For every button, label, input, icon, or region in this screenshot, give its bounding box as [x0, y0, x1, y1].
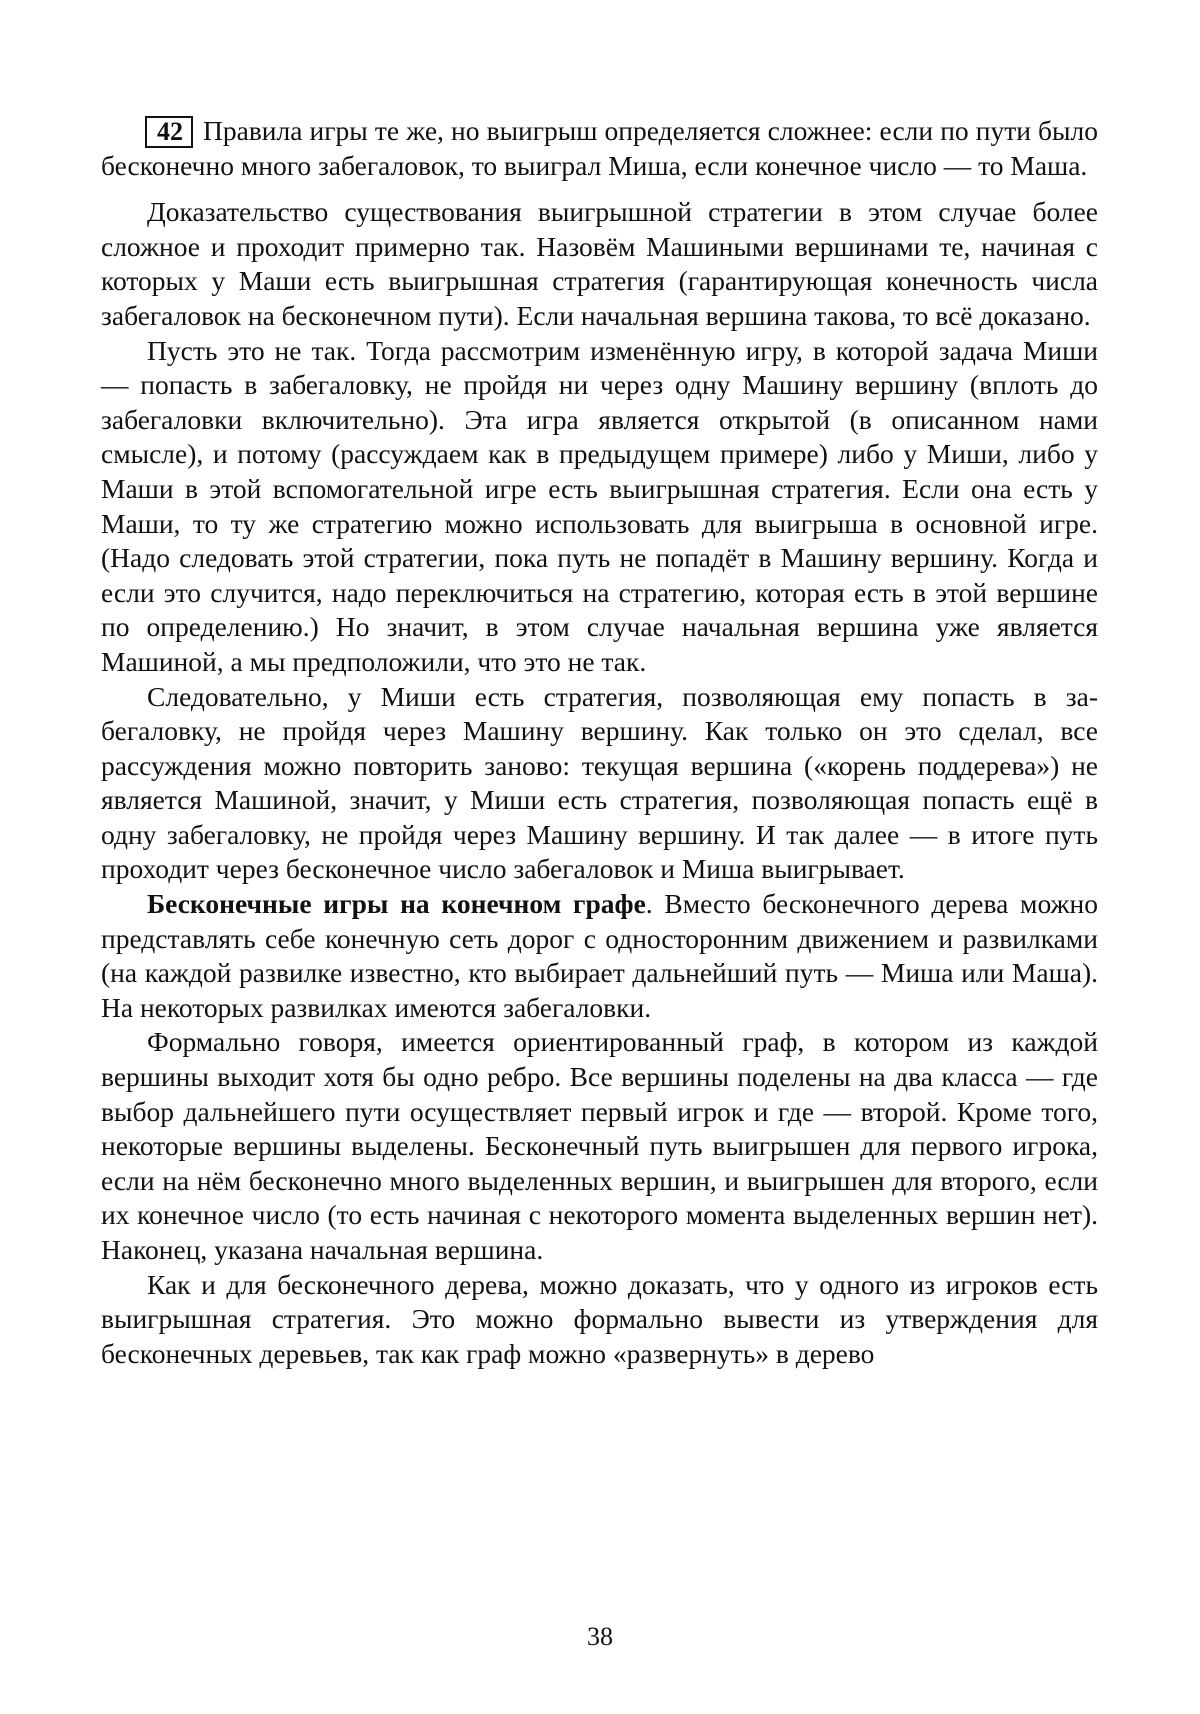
section-heading-inline: Бесконечные игры на конечном графе	[147, 888, 646, 920]
paragraph-text: . Вместо бесконечного дерева можно представлять себе конечную сеть дорог с односторонним движением и развилками (на каждой развилке известно, кто выбирает дальнейший путь — Миша или Маша). На некоторых развилках имеются забегаловки.	[101, 888, 1098, 1023]
paragraph-conclusion: Следовательно, у Миши есть стратегия, позволяющая ему попасть в забегаловку, не пройдя через Машину вершину. Как только он это сделал, все рассуждения можно повторить заново: текущая вершина («корень поддерева») не является Машиной, значит, у Миши есть стратегия, позволяющая попасть ещё в одну забегаловку, не пройдя через Машину вершину. И так далее — в итоге путь проходит через бесконечное число забегаловок и Миша выигрывает.	[101, 680, 1098, 885]
paragraph-infinite-tree-analogy: Как и для бесконечного дерева, можно доказать, что у одного из игроков есть выигрышная стратегия. Это можно формально вывести из утверждения для бесконечных деревьев, так как граф можно «развернуть» в дерево	[101, 1268, 1098, 1369]
paragraph-proof-intro: Доказательство существования выигрышной стратегии в этом случае более сложное и проходит примерно так. Назовём Машиными вершинами те, начиная с которых у Маши есть выигрышная стратегия (гарантирующая конечность числа забегаловок на бесконечном пути). Если начальная вершина такова, то всё доказано.	[101, 196, 1098, 331]
problem-number-box: 42	[145, 116, 193, 148]
paragraph-problem-42	[101, 114, 1098, 183]
page-body	[101, 114, 1098, 1371]
paragraph-formal-definition: Формально говоря, имеется ориентированный граф, в котором из каждой вершины выходит хотя бы одно ребро. Все вершины поделены на два класса — где выбор дальнейшего пути осуществляет первый игрок и где — второй. Кроме того, некоторые вершины выделены. Бесконечный путь выигрышен для первого игрока, если на нём бесконечно много выделенных вершин, и выигрышен для второго, если их конечное число (то есть начиная с некоторого момента выделенных вершин нет). Наконец, указана начальная вершина.	[101, 1026, 1098, 1265]
paragraph-modified-game: Пусть это не так. Тогда рассмотрим изменённую игру, в которой задача Миши — попасть в забегаловку, не пройдя ни через одну Машину вершину (вплоть до забегаловки включительно). Эта игра является открытой (в описанном нами смысле), и потому (рассуждаем как в предыдущем примере) либо у Миши, либо у Маши в этой вспомогательной игре есть выигрышная стратегия. Если она есть у Маши, то ту же стратегию можно использовать для выигрыша в основной игре. (Надо следовать этой стратегии, пока путь не попадёт в Машину вершину. Когда и если это случится, надо переключиться на стратегию, которая есть в этой вершине по определению.) Но значит, в этом случае начальная вершина уже является Машиной, а мы предположили, что это не так.	[101, 334, 1098, 677]
page-number: 38	[587, 1622, 613, 1651]
paragraph-text: Правила игры те же, но выигрыш определяется сложнее: если по пути было бесконечно много забегаловок, то выиграл Миша, если конечное число — то Маша.	[101, 115, 1098, 181]
paragraph-finite-graph	[101, 887, 1098, 1025]
